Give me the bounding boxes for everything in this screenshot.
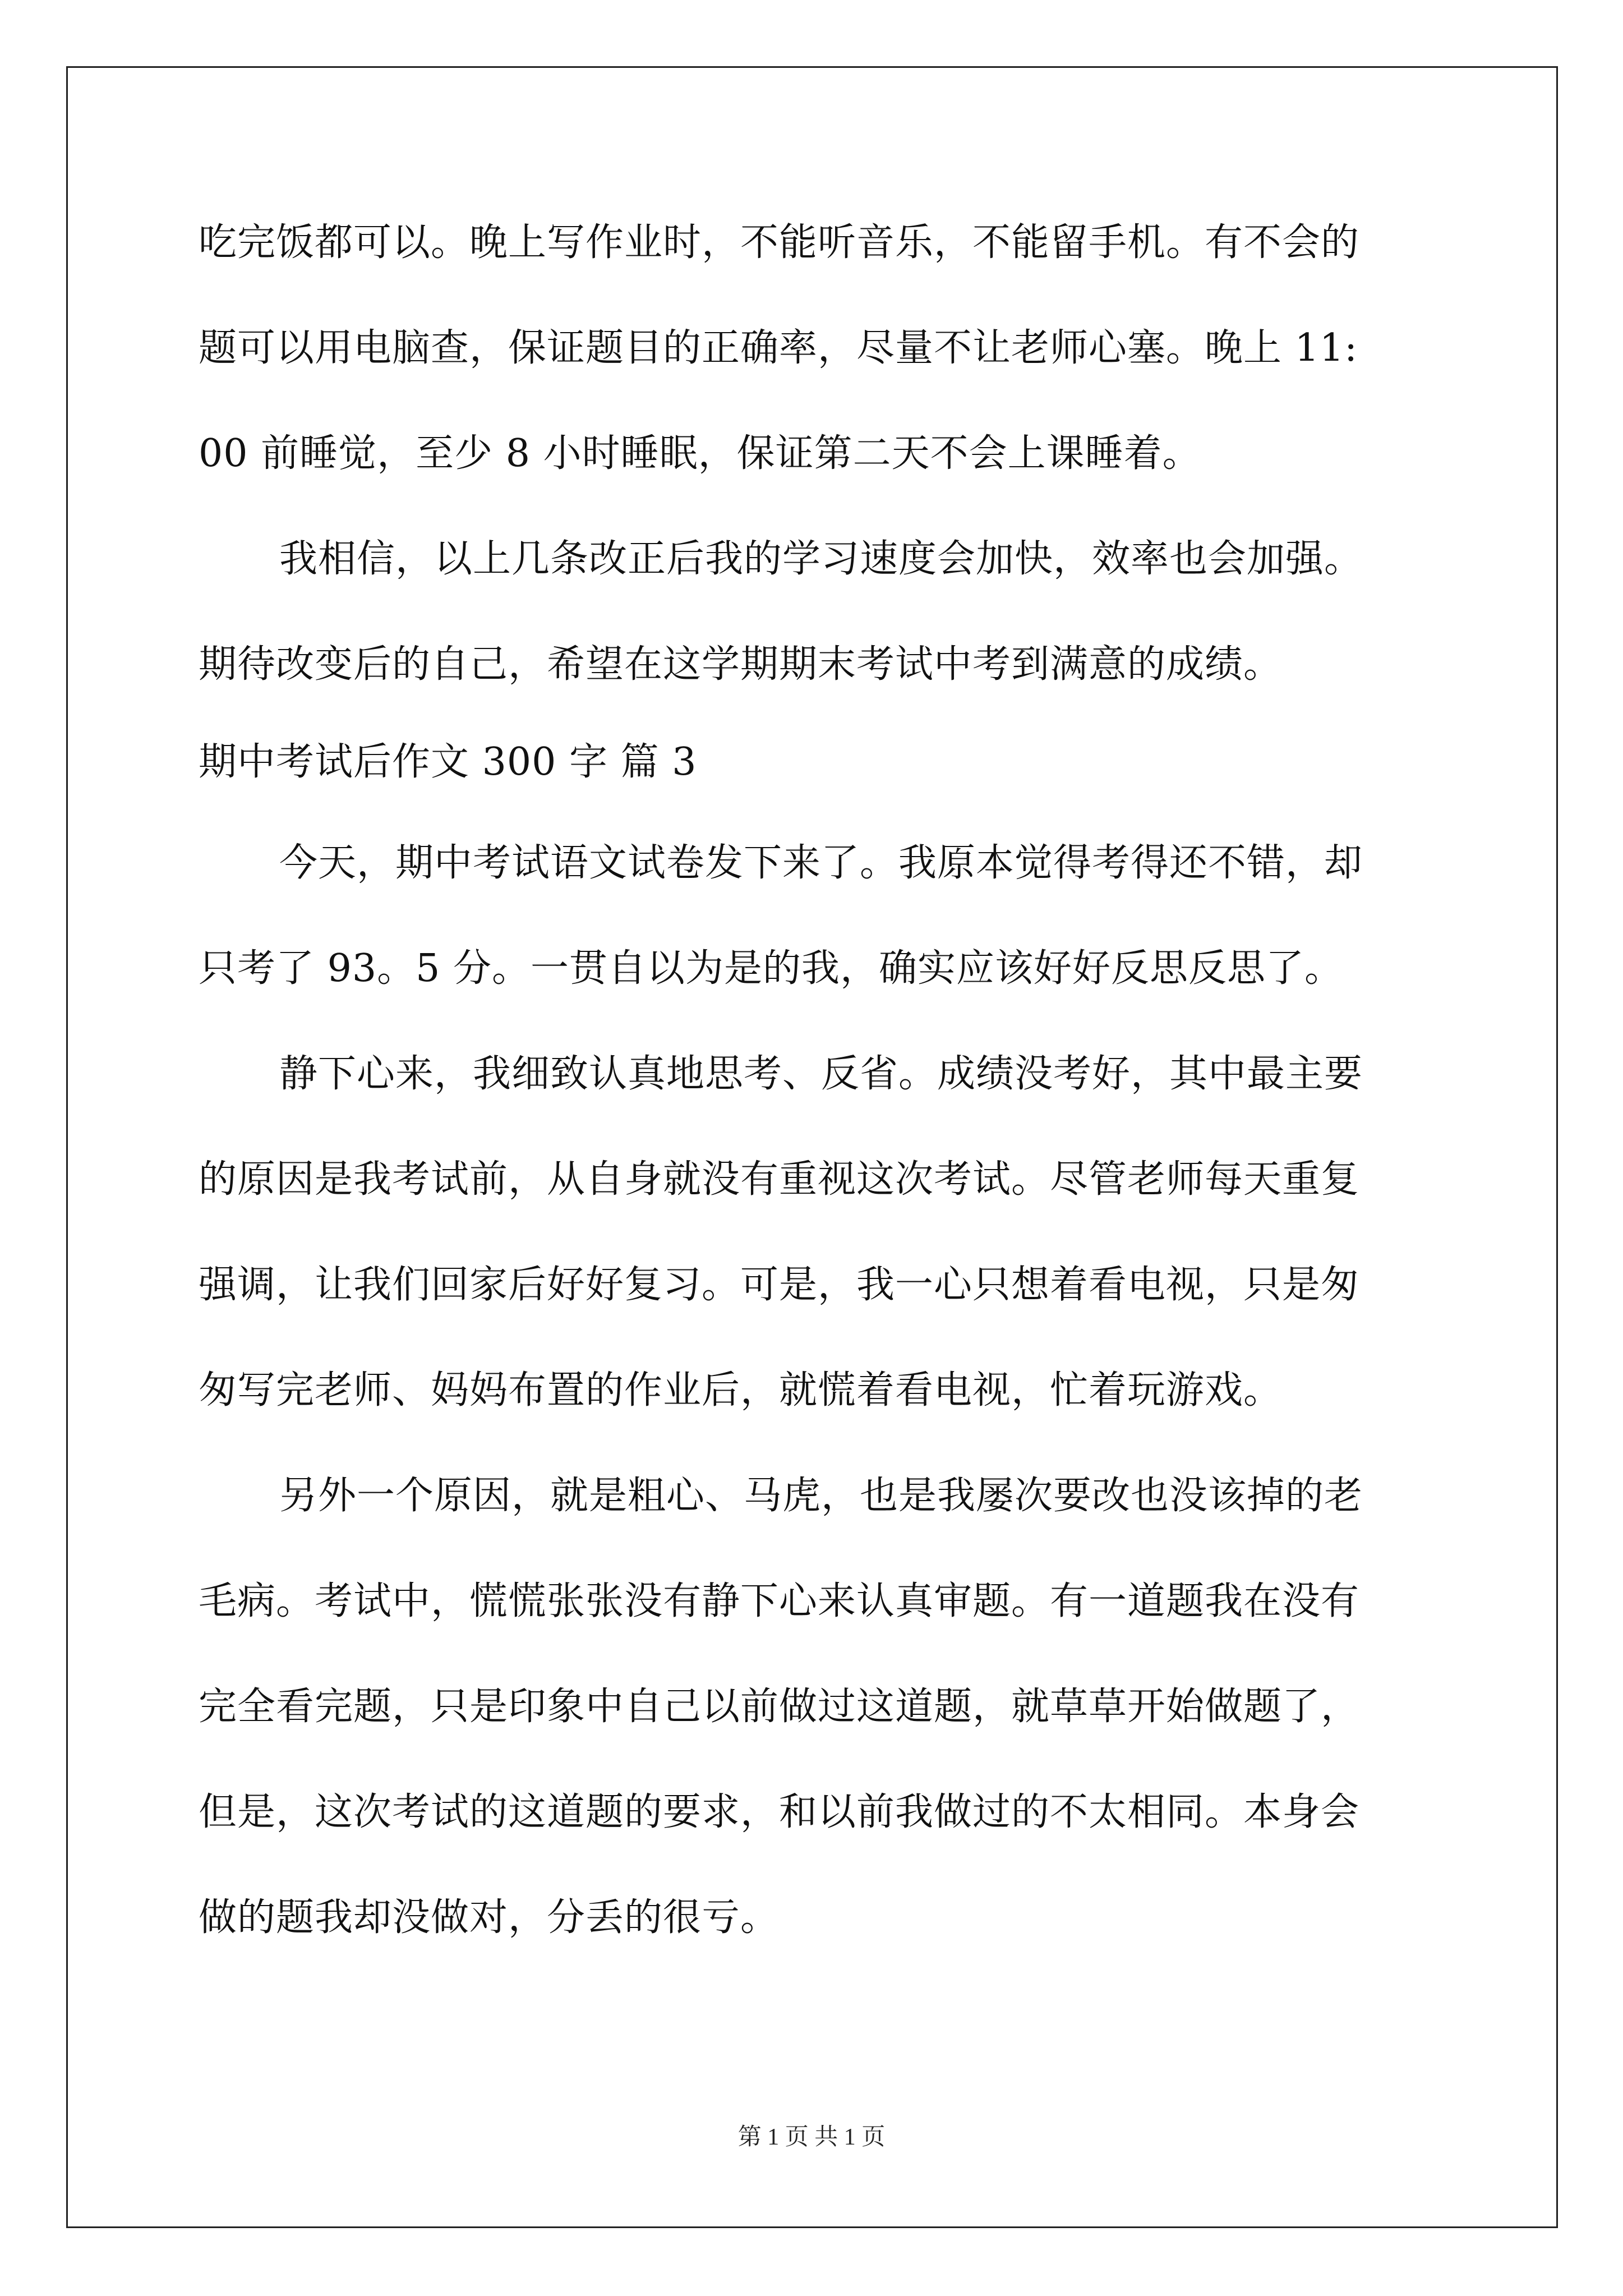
text-line: 期待改变后的自己，希望在这学期期末考试中考到满意的成绩。	[199, 642, 1283, 687]
page-number-footer: 第 1 页 共 1 页	[737, 2124, 886, 2150]
text-line: 的原因是我考试前，从自身就没有重视这次考试。尽管老师每天重复	[199, 1157, 1360, 1202]
section-heading: 期中考试后作文 300 字 篇 3	[199, 740, 697, 784]
text-line: 做的题我却没做对，分丢的很亏。	[199, 1895, 780, 1940]
text-line: 题可以用电脑查，保证题目的正确率，尽量不让老师心塞。晚上 11:	[199, 326, 1358, 370]
text-line: 毛病。考试中，慌慌张张没有静下心来认真审题。有一道题我在没有	[199, 1579, 1360, 1623]
text-line: 只考了 93。5 分。一贯自以为是的我，确实应该好好反思反思了。	[199, 946, 1344, 991]
text-line: 今天，期中考试语文试卷发下来了。我原本觉得考得还不错，却	[279, 841, 1363, 885]
text-line: 吃完饭都可以。晚上写作业时，不能听音乐，不能留手机。有不会的	[199, 220, 1360, 265]
text-line: 但是，这次考试的这道题的要求，和以前我做过的不太相同。本身会	[199, 1790, 1360, 1834]
text-line: 匆写完老师、妈妈布置的作业后，就慌着看电视，忙着玩游戏。	[199, 1368, 1283, 1412]
text-line: 静下心来，我细致认真地思考、反省。成绩没考好，其中最主要	[279, 1052, 1363, 1096]
text-line: 我相信，以上几条改正后我的学习速度会加快，效率也会加强。	[279, 537, 1363, 581]
text-line: 00 前睡觉，至少 8 小时睡眠，保证第二天不会上课睡着。	[199, 431, 1201, 476]
text-line: 另外一个原因，就是粗心、马虎，也是我屡次要改也没该掉的老	[279, 1474, 1363, 1518]
text-line: 完全看完题，只是印象中自己以前做过这道题，就草草开始做题了，	[199, 1685, 1360, 1729]
text-line: 强调，让我们回家后好好复习。可是，我一心只想着看电视，只是匆	[199, 1263, 1360, 1307]
